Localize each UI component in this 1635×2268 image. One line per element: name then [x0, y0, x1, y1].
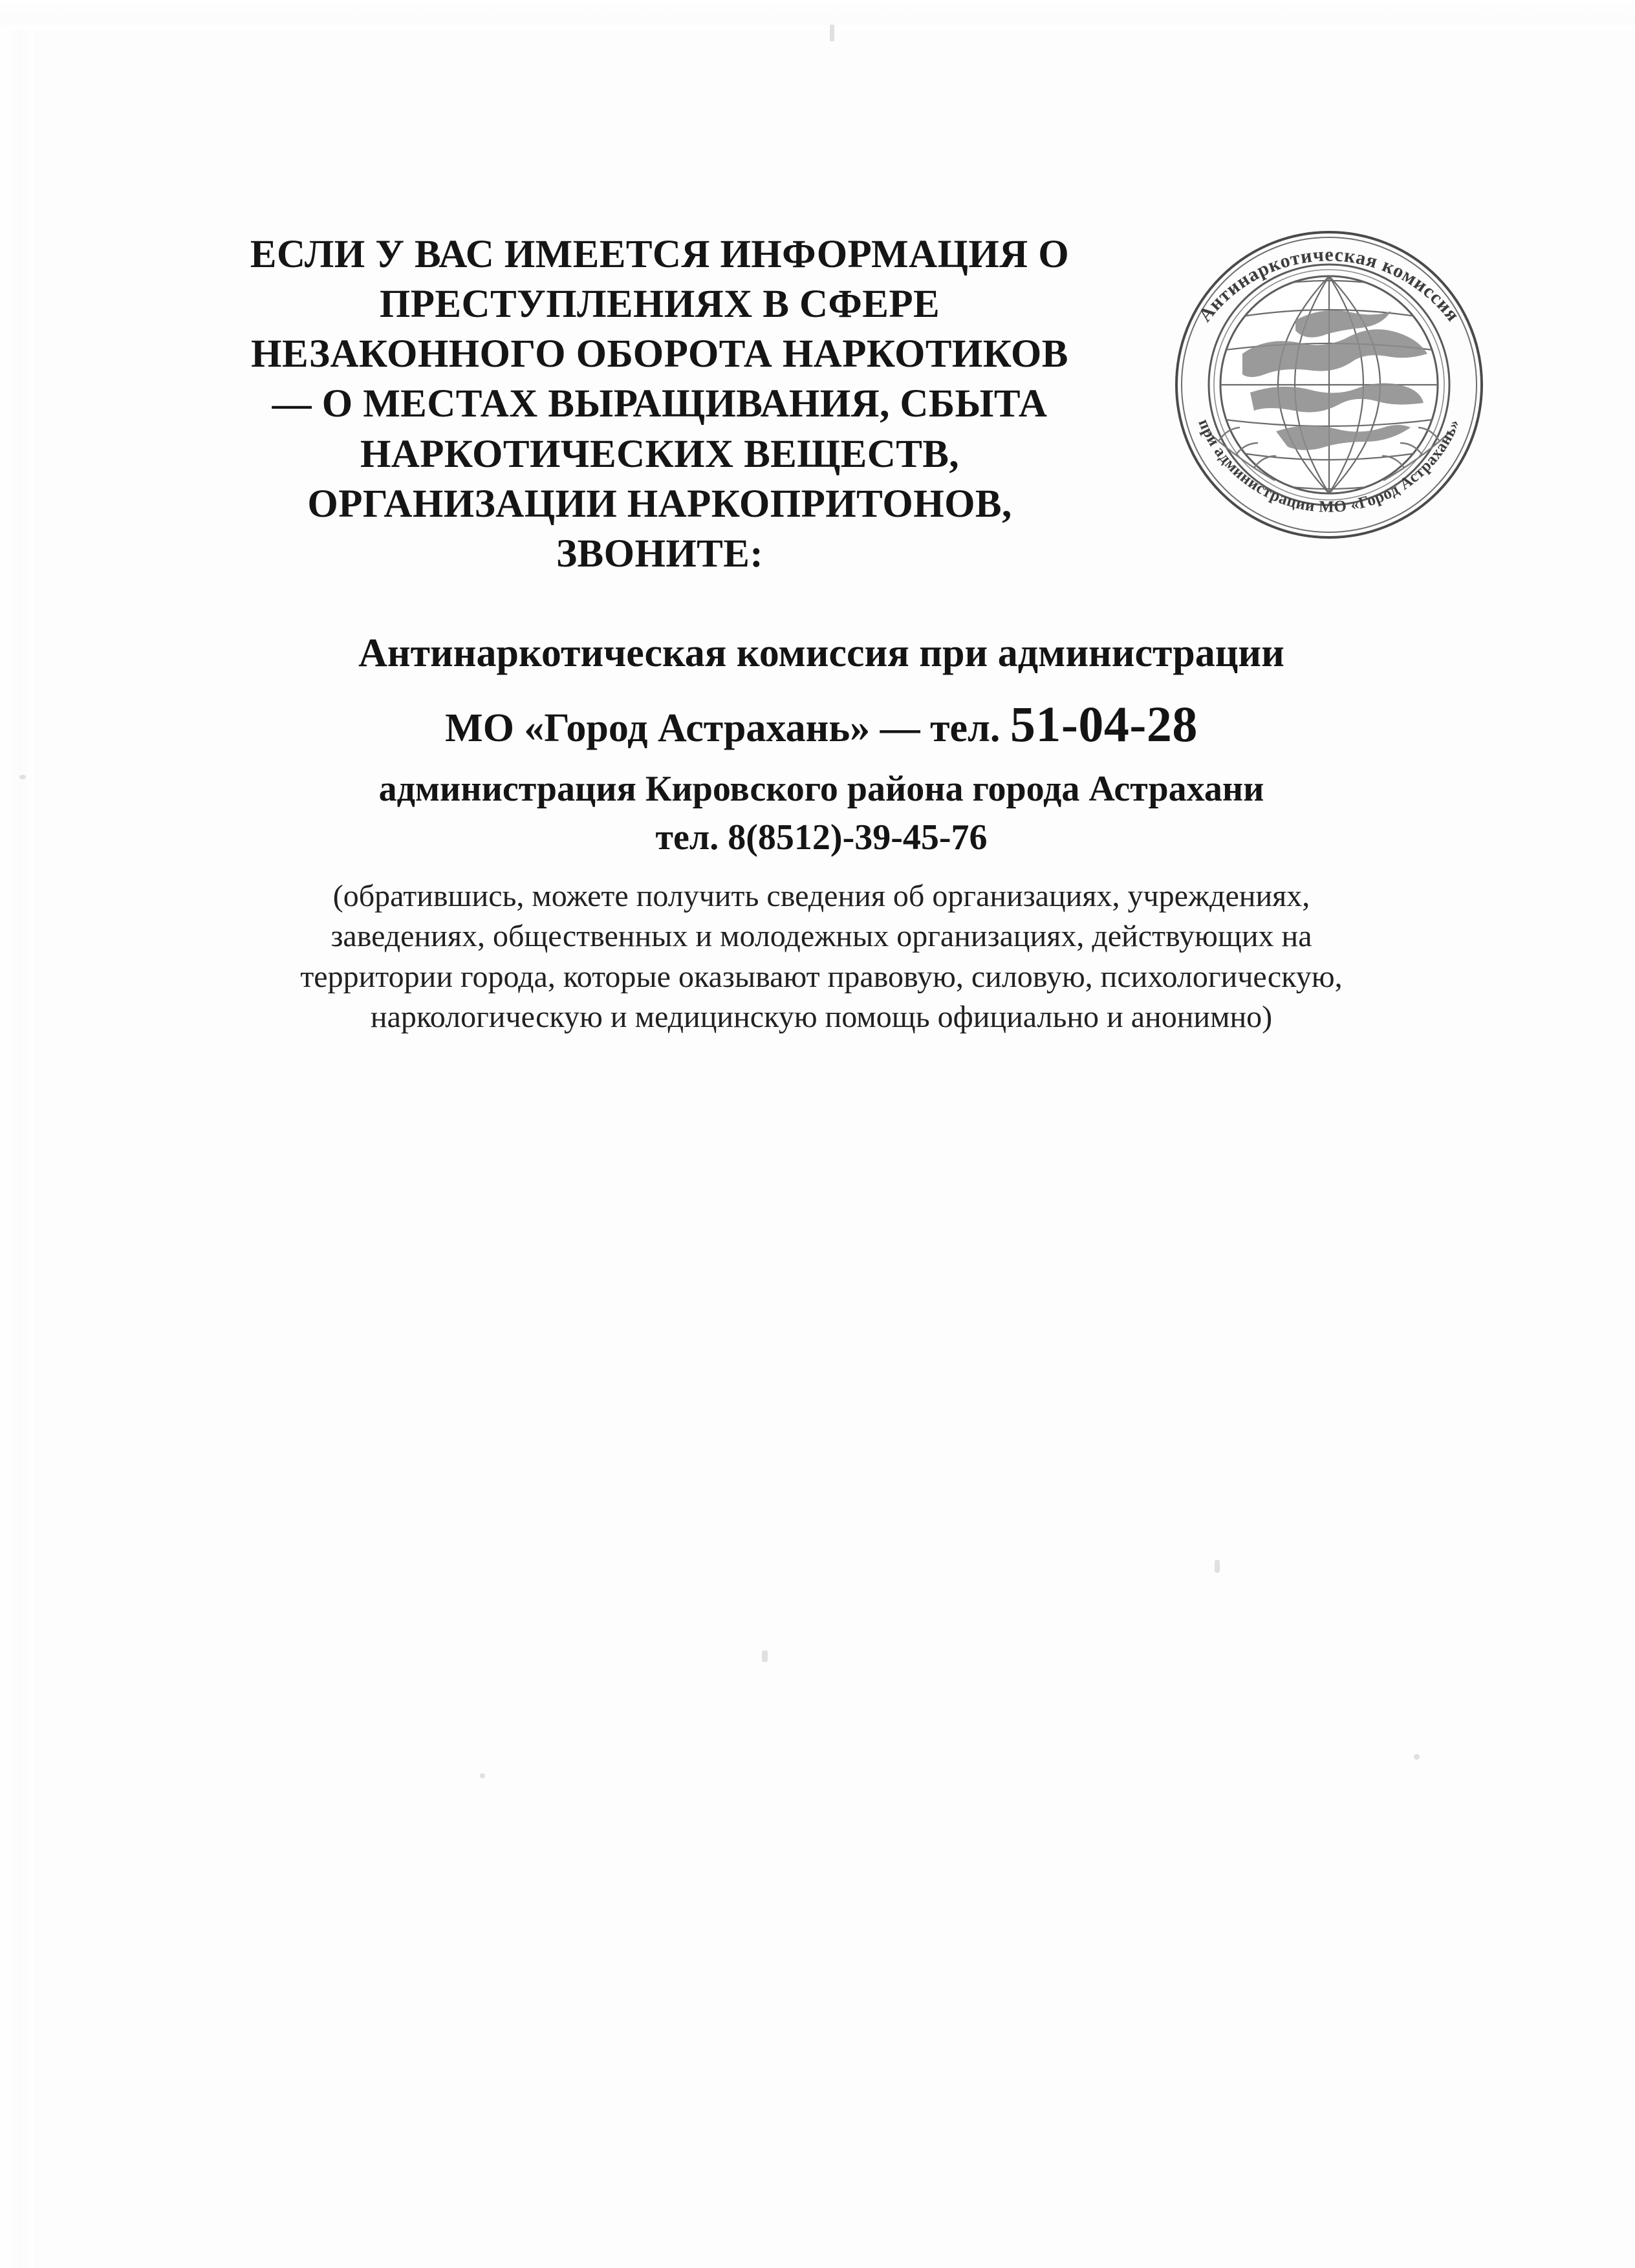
- headline-line-6: ОРГАНИЗАЦИИ НАРКОПРИТОНОВ,: [307, 482, 1012, 526]
- note-line-1: (обратившись, можете получить сведения об организациях, учреждениях,: [332, 879, 1310, 913]
- note-line-3: территории города, которые оказывают правовую, силовую, психологическую,: [300, 959, 1343, 994]
- headline-line-7: ЗВОНИТЕ:: [556, 532, 764, 576]
- note-block: [194, 876, 1449, 1038]
- headline-block: [194, 230, 1125, 579]
- commission-line-2: [168, 695, 1475, 753]
- headline-line-1: ЕСЛИ У ВАС ИМЕЕТСЯ ИНФОРМАЦИЯ О: [250, 233, 1070, 276]
- scan-speck: [1215, 1560, 1220, 1573]
- headline-line-5: НАРКОТИЧЕСКИХ ВЕЩЕСТВ,: [360, 432, 960, 476]
- emblem-container: [1129, 191, 1543, 592]
- scan-speck: [1414, 1754, 1420, 1760]
- scan-speck: [762, 1650, 768, 1662]
- emblem-arc-top-text: Антинаркотическая комиссия: [1194, 244, 1464, 326]
- scan-speck: [480, 1773, 485, 1778]
- headline-line-3: НЕЗАКОННОГО ОБОРОТА НАРКОТИКОВ: [251, 332, 1068, 376]
- commission-line-4-prefix: тел.: [655, 817, 719, 858]
- commission-line-2-prefix: МО «Город Астрахань» — тел.: [445, 706, 1001, 750]
- commission-phone-main: 51-04-28: [1010, 696, 1198, 752]
- emblem-arc-bottom-text: при администрации МО «Город Астрахань»: [1195, 416, 1464, 516]
- commission-line-1: Антинаркотическая комиссия при администрации: [358, 631, 1284, 675]
- commission-phone-district: 8(8512)-39-45-76: [728, 817, 988, 858]
- headline-line-4: — О МЕСТАХ ВЫРАЩИВАНИЯ, СБЫТА: [272, 382, 1048, 426]
- antinarcotic-commission-emblem-icon: [1129, 191, 1530, 579]
- commission-line-4: [168, 817, 1475, 858]
- note-line-2: заведениях, общественных и молодежных организациях, действующих на: [330, 919, 1312, 954]
- headline-line-2: ПРЕСТУПЛЕНИЯХ В СФЕРЕ: [379, 283, 940, 327]
- note-line-4: наркологическую и медицинскую помощь официально и анонимно): [370, 1000, 1273, 1035]
- commission-line-3: администрация Кировского района города Астрахани: [378, 769, 1264, 809]
